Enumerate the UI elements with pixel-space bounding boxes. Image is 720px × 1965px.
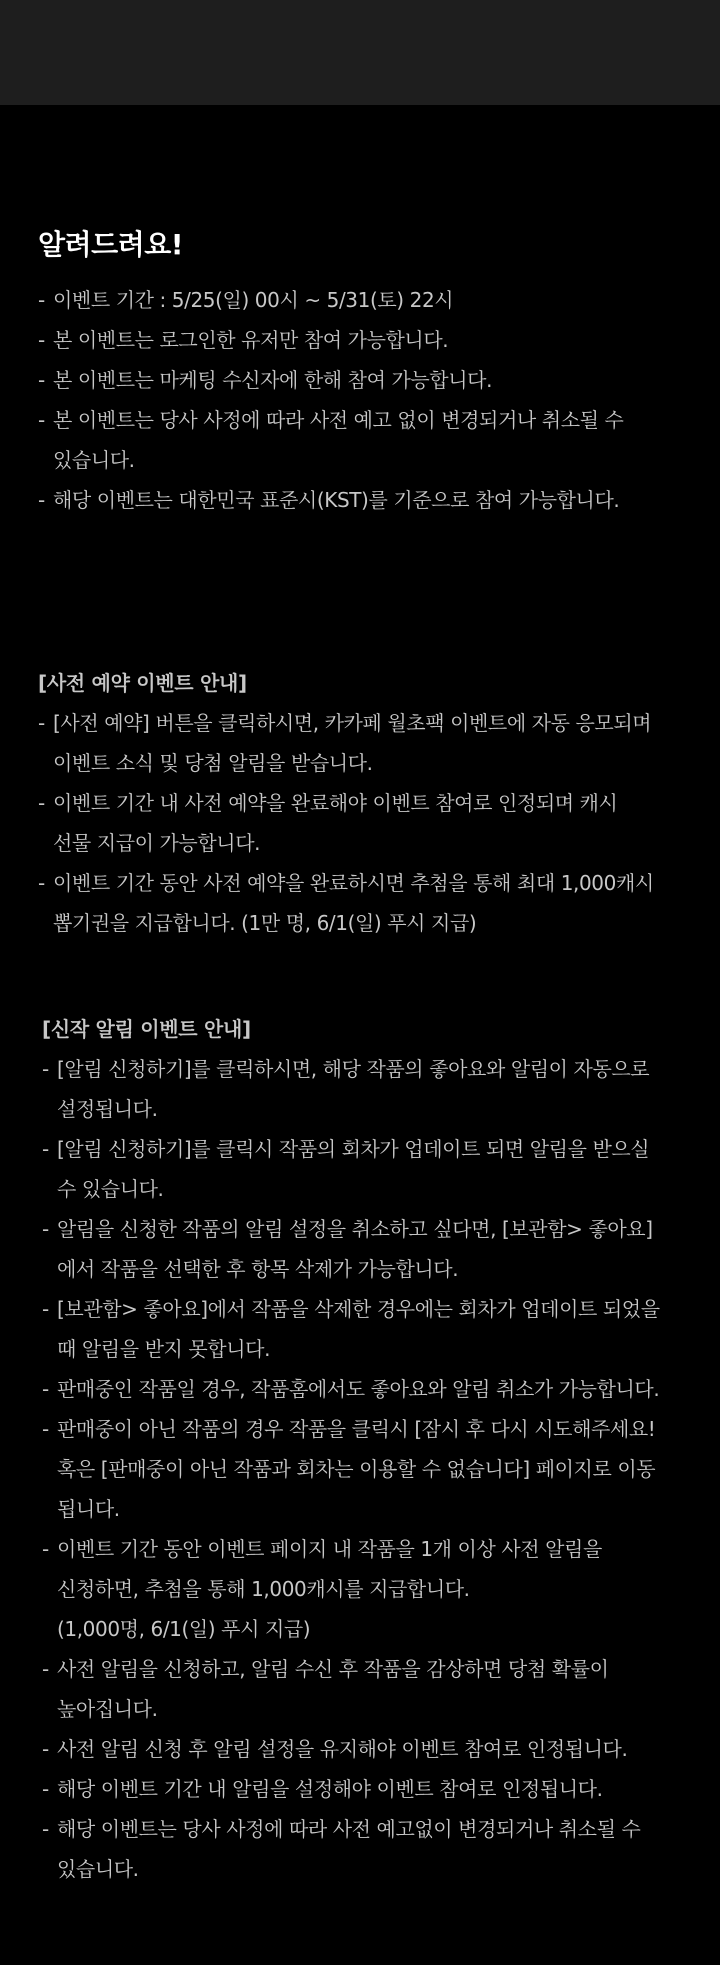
general-notice-block [38, 280, 702, 520]
notice-item-text: 이벤트 기간 동안 이벤트 페이지 내 작품을 1개 이상 사전 알림을 신청하면, 추첨을 통해 1,000캐시를 지급합니다. (1,000명, 6/1(일) 푸시 지급) [57, 1537, 602, 1641]
notice-item-text: 판매중이 아닌 작품의 경우 작품을 클릭시 [잠시 후 다시 시도해주세요! 혹은 [판매중이 아닌 작품과 회차는 이용할 수 없습니다] 페이지로 이동 됩니다. [57, 1417, 656, 1521]
notice-item [42, 1289, 706, 1369]
notice-item-text: 사전 알림을 신청하고, 알림 수신 후 작품을 감상하면 당첨 확률이 높아집니다. [57, 1657, 609, 1721]
preorder-event-block [38, 663, 702, 943]
notice-item-text: [알림 신청하기]를 클릭하시면, 해당 작품의 좋아요와 알림이 자동으로 설정됩니다. [57, 1057, 650, 1121]
notice-item [42, 1529, 706, 1649]
bullet-dash: - [42, 1777, 49, 1801]
bullet-dash: - [38, 711, 45, 735]
notice-item [38, 400, 702, 480]
notice-item [42, 1129, 706, 1209]
bullet-dash: - [42, 1657, 49, 1681]
bullet-dash: - [42, 1217, 49, 1241]
notice-item [42, 1769, 706, 1809]
bullet-dash: - [38, 871, 45, 895]
notice-item [42, 1729, 706, 1769]
new-alert-heading: [신작 알림 이벤트 안내] [42, 1017, 251, 1041]
notice-item-text: 본 이벤트는 로그인한 유저만 참여 가능합니다. [53, 328, 449, 352]
notice-item-text: 사전 알림 신청 후 알림 설정을 유지해야 이벤트 참여로 인정됩니다. [57, 1737, 628, 1761]
new-alert-notice-list [42, 1049, 706, 1889]
notice-item [38, 360, 702, 400]
bullet-dash: - [42, 1137, 49, 1161]
top-header-bar [0, 0, 720, 105]
notice-item-text: 이벤트 기간 동안 사전 예약을 완료하시면 추첨을 통해 최대 1,000캐시 뽑기권을 지급합니다. (1만 명, 6/1(일) 푸시 지급) [53, 871, 654, 935]
bullet-dash: - [38, 408, 45, 432]
notice-item-text: 본 이벤트는 당사 사정에 따라 사전 예고 없이 변경되거나 취소될 수 있습니다. [53, 408, 624, 472]
notice-item-text: [사전 예약] 버튼을 클릭하시면, 카카페 월초팩 이벤트에 자동 응모되며 이벤트 소식 및 당첨 알림을 받습니다. [53, 711, 652, 775]
bullet-dash: - [42, 1537, 49, 1561]
notice-title: 알려드려요! [38, 228, 184, 261]
bullet-dash: - [38, 791, 45, 815]
notice-item [42, 1049, 706, 1129]
bullet-dash: - [42, 1737, 49, 1761]
notice-item-text: 이벤트 기간 내 사전 예약을 완료해야 이벤트 참여로 인정되며 캐시 선물 지급이 가능합니다. [53, 791, 618, 855]
notice-item [38, 703, 702, 783]
notice-item-text: 본 이벤트는 마케팅 수신자에 한해 참여 가능합니다. [53, 368, 493, 392]
notice-item-text: 해당 이벤트는 대한민국 표준시(KST)를 기준으로 참여 가능합니다. [53, 488, 620, 512]
bullet-dash: - [38, 328, 45, 352]
notice-item [42, 1809, 706, 1889]
notice-item-text: 판매중인 작품일 경우, 작품홈에서도 좋아요와 알림 취소가 가능합니다. [57, 1377, 660, 1401]
notice-item-text: 이벤트 기간 : 5/25(일) 00시 ~ 5/31(토) 22시 [53, 288, 454, 312]
bullet-dash: - [42, 1417, 49, 1441]
preorder-notice-list [38, 703, 702, 943]
notice-item [38, 480, 702, 520]
preorder-heading: [사전 예약 이벤트 안내] [38, 671, 247, 695]
notice-item [42, 1409, 706, 1529]
bullet-dash: - [42, 1817, 49, 1841]
bullet-dash: - [38, 368, 45, 392]
bullet-dash: - [42, 1297, 49, 1321]
notice-item [38, 783, 702, 863]
bullet-dash: - [42, 1057, 49, 1081]
notice-item [42, 1369, 706, 1409]
general-notice-list [38, 280, 702, 520]
notice-item [42, 1649, 706, 1729]
bullet-dash: - [42, 1377, 49, 1401]
bullet-dash: - [38, 488, 45, 512]
notice-item-text: 알림을 신청한 작품의 알림 설정을 취소하고 싶다면, [보관함> 좋아요] 에서 작품을 선택한 후 항목 삭제가 가능합니다. [57, 1217, 653, 1281]
new-alert-event-block [42, 1009, 706, 1889]
bullet-dash: - [38, 288, 45, 312]
notice-item [42, 1209, 706, 1289]
notice-item [38, 280, 702, 320]
notice-item-text: [알림 신청하기]를 클릭시 작품의 회차가 업데이트 되면 알림을 받으실 수 있습니다. [57, 1137, 650, 1201]
notice-item-text: 해당 이벤트 기간 내 알림을 설정해야 이벤트 참여로 인정됩니다. [57, 1777, 603, 1801]
notice-item [38, 320, 702, 360]
notice-item-text: [보관함> 좋아요]에서 작품을 삭제한 경우에는 회차가 업데이트 되었을 때 알림을 받지 못합니다. [57, 1297, 660, 1361]
notice-item [38, 863, 702, 943]
notice-item-text: 해당 이벤트는 당사 사정에 따라 사전 예고없이 변경되거나 취소될 수 있습니다. [57, 1817, 641, 1881]
